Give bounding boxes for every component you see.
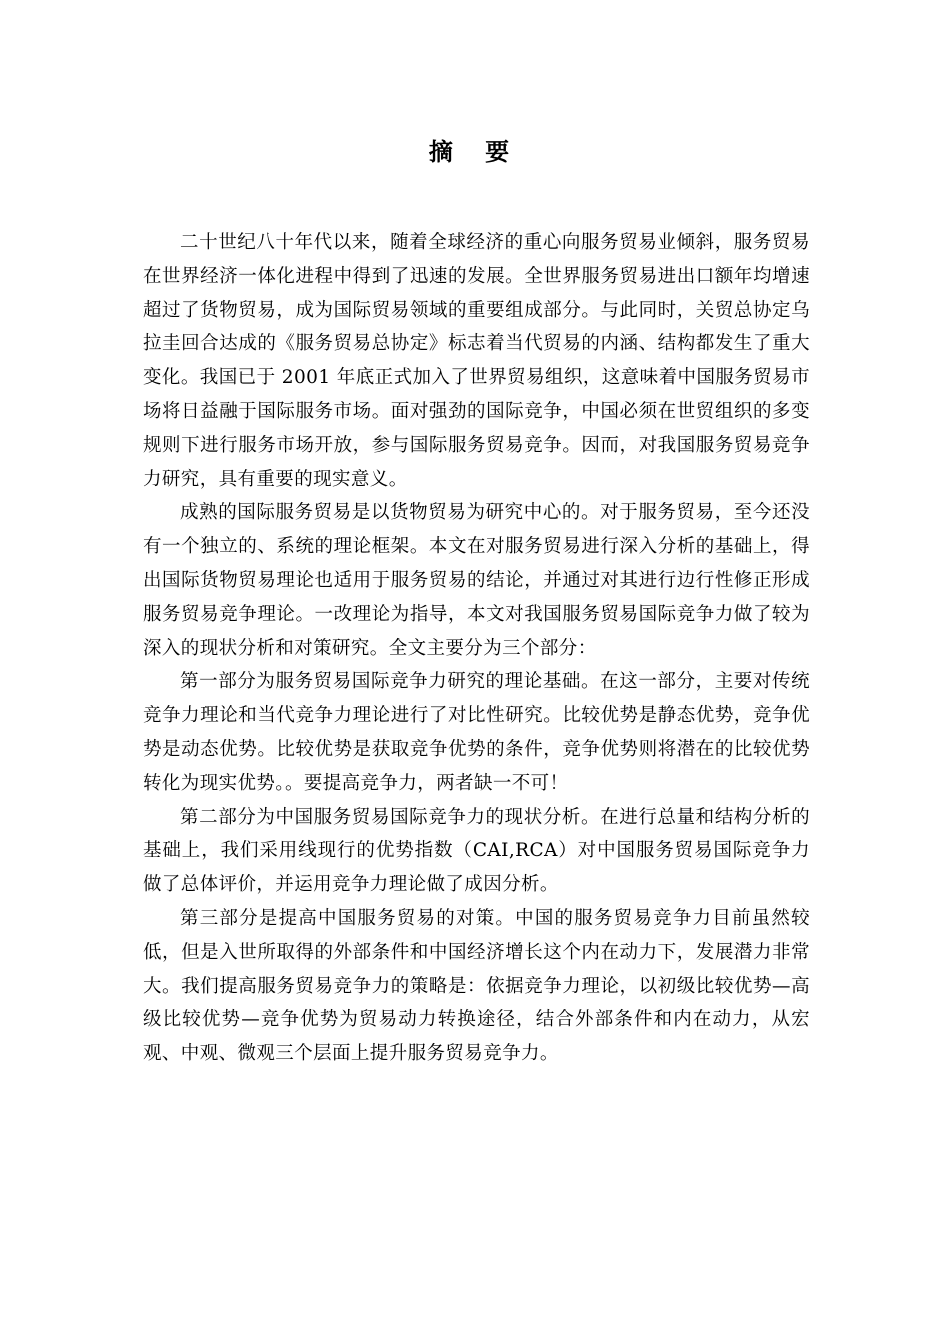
abstract-paragraph-5: 第三部分是提高中国服务贸易的对策。中国的服务贸易竞争力目前虽然较低，但是入世所取得的外部条件和中国经济增长这个内在动力下，发展潜力非常大。我们提高服务贸易竞争力的策略是：依据竞争力理论，以初级比较优势—高级比较优势—竞争优势为贸易动力转换途径，结合外部条件和内在动力，从宏观、中观、微观三个层面上提升服务贸易竞争力。 — [143, 907, 810, 1065]
abstract-paragraph-4: 第二部分为中国服务贸易国际竞争力的现状分析。在进行总量和结构分析的基础上，我们采用线现行的优势指数（CAI,RCA）对中国服务贸易国际竞争力做了总体评价，并运用竞争力理论做了成因分析。 — [143, 806, 810, 896]
page-title: 摘 要 — [428, 138, 522, 166]
abstract-paragraph-1: 二十世纪八十年代以来，随着全球经济的重心向服务贸易业倾斜，服务贸易在世界经济一体化进程中得到了迅速的发展。全世界服务贸易进出口额年均增速超过了货物贸易，成为国际贸易领域的重要组成部分。与此同时，关贸总协定乌拉圭回合达成的《服务贸易总协定》标志着当代贸易的内涵、结构都发生了重大变化。我国已于 2001 年底正式加入了世界贸易组织，这意味着中国服务贸易市场将日益融于国际服务市场。面对强劲的国际竞争，中国必须在世贸组织的多变规则下进行服务市场开放，参与国际服务贸易竞争。因而，对我国服务贸易竞争力研究，具有重要的现实意义。 — [143, 232, 810, 490]
abstract-paragraph-3: 第一部分为服务贸易国际竞争力研究的理论基础。在这一部分，主要对传统竞争力理论和当代竞争力理论进行了对比性研究。比较优势是静态优势，竞争优势是动态优势。比较优势是获取竞争优势的条件，竞争优势则将潜在的比较优势转化为现实优势。。要提高竞争力，两者缺一不可！ — [143, 671, 810, 794]
abstract-paragraph-2: 成熟的国际服务贸易是以货物贸易为研究中心的。对于服务贸易，至今还没有一个独立的、系统的理论框架。本文在对服务贸易进行深入分析的基础上，得出国际货物贸易理论也适用于服务贸易的结论，并通过对其进行边行性修正形成服务贸易竞争理论。一改理论为指导，本文对我国服务贸易国际竞争力做了较为深入的现状分析和对策研究。全文主要分为三个部分： — [143, 502, 810, 659]
abstract-body — [143, 226, 810, 1071]
